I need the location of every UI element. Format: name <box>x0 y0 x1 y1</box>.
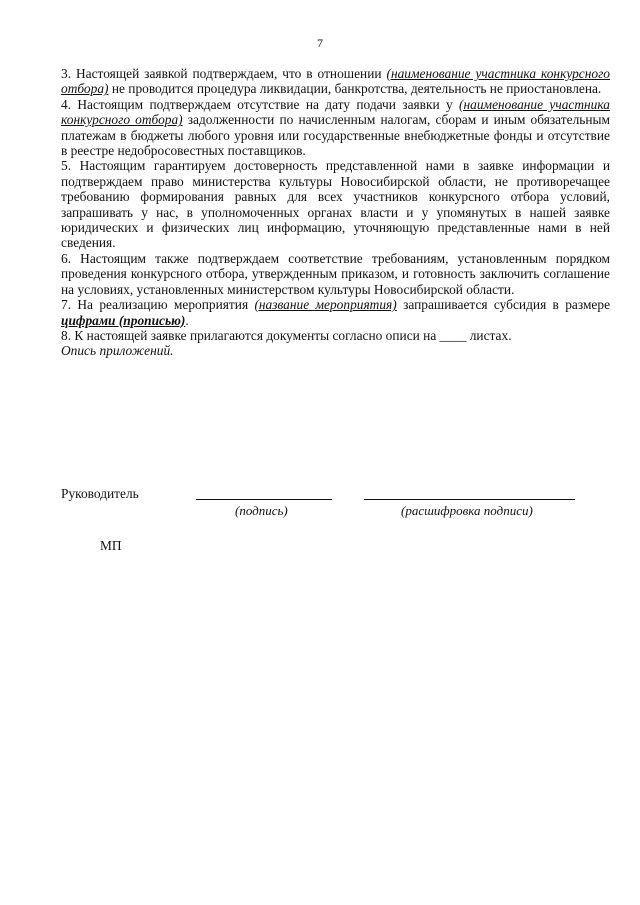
signature-decode-line <box>364 499 575 500</box>
paragraph-7 <box>61 297 610 328</box>
paragraph-3-text-end: не проводится процедура ликвидации, банкротства, деятельность не приостановлена. <box>108 81 602 97</box>
paragraph-7-text-end: . <box>185 312 189 328</box>
paragraph-7-text-mid: запрашивается субсидия в размере <box>396 297 611 313</box>
signature-block <box>61 486 621 526</box>
paragraph-6: 6. Настоящим также подтверждаем соответствие требованиям, установленным порядком проведения конкурсного отбора, утвержденным приказом, и готовность заключить соглашение на условиях, установленных министерством культуры Новосибирской области. <box>61 250 610 297</box>
paragraph-4 <box>61 97 610 159</box>
amount-placeholder: цифрами (прописью) <box>61 312 186 328</box>
paragraph-8: 8. К настоящей заявке прилагаются документы согласно описи на ____ листах. <box>61 327 512 343</box>
paragraph-4-text-end: задолженности по начисленным налогам, сборам и иным обязательным платежам в бюджеты любого уровня или государственные внебюджетные фонды и отсутствие в реестре недобросовестных поставщиков. <box>61 112 610 159</box>
signature-caption: (подпись) <box>235 503 288 518</box>
signature-decode-caption: (расшифровка подписи) <box>401 503 533 518</box>
paragraph-3 <box>61 66 610 97</box>
participant-name-placeholder: (наименование участника конкурсного отбора) <box>61 96 610 128</box>
event-name-placeholder: (название мероприятия) <box>254 297 397 313</box>
attachments-list-title: Опись приложений. <box>61 343 174 359</box>
stamp-placeholder: МП <box>100 538 122 553</box>
paragraph-3-text: 3. Настоящей заявкой подтверждаем, что в отношении <box>61 66 387 81</box>
participant-name-placeholder: (наименование участника конкурсного отбора) <box>61 66 611 97</box>
application-body <box>61 66 610 359</box>
page-number: 7 <box>317 36 323 50</box>
signature-line <box>196 499 332 500</box>
paragraph-7-text: 7. На реализацию мероприятия <box>61 297 255 313</box>
paragraph-5: 5. Настоящим гарантируем достоверность представленной нами в заявке информации и подтверждаем право министерства культуры Новосибирской области, не противоречащее требованию формирования равных для всех участников конкурсного отбора условий, запрашивать у нас, в уполномоченных органах власти и у упомянутых в нашей заявке юридических и физических лиц информацию, уточняющую представленные нами в ней сведения. <box>61 158 610 251</box>
signature-label: Руководитель <box>61 486 139 501</box>
paragraph-4-text: 4. Настоящим подтверждаем отсутствие на дату подачи заявки у <box>61 96 460 112</box>
